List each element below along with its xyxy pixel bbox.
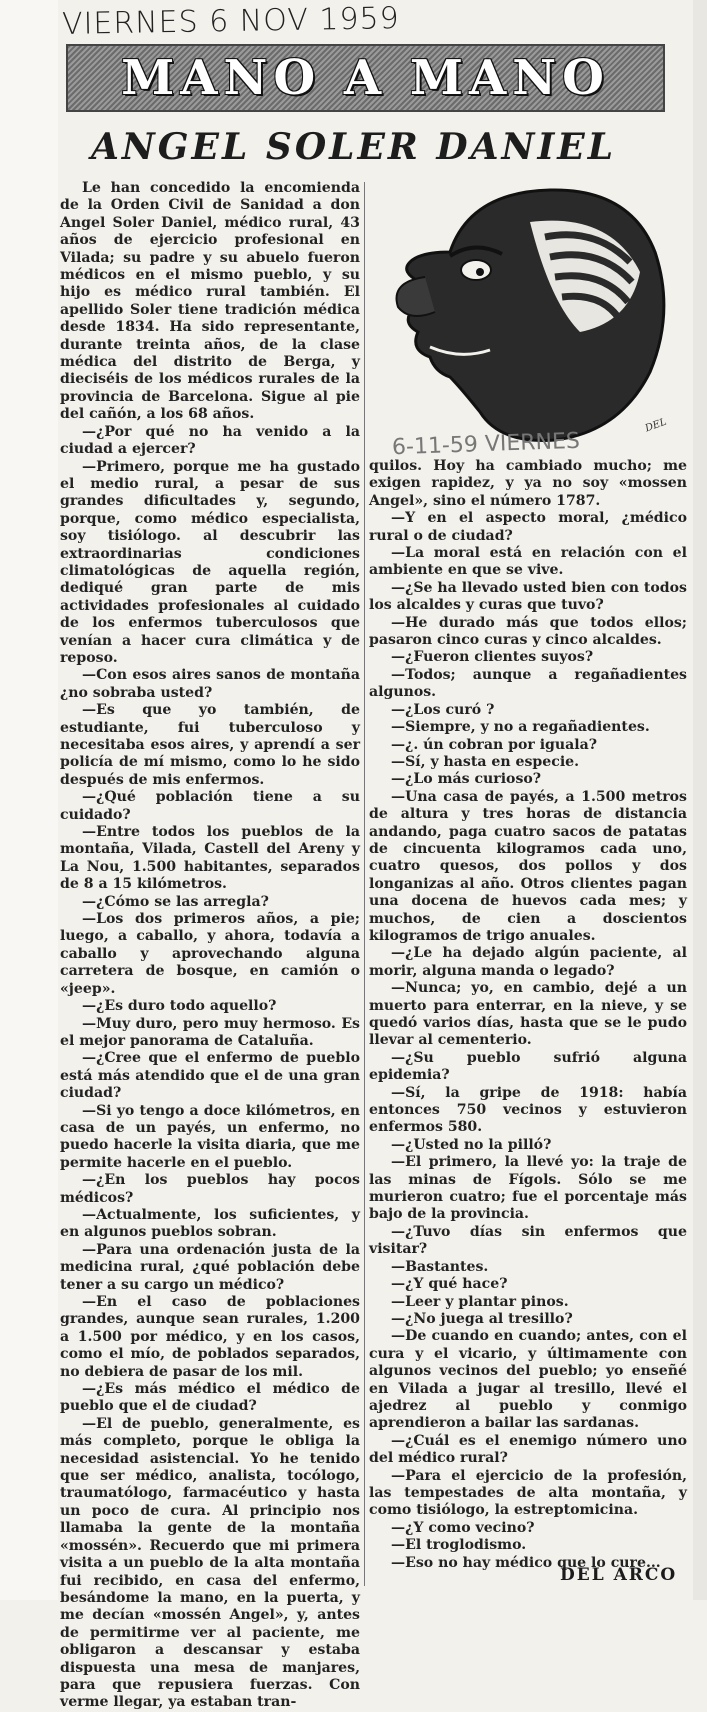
paragraph: quilos. Hoy ha cambiado mucho; me exigen rapidez, y ya no soy «mossen Angel», sino el número 1787. [369, 458, 687, 509]
section-title: MANO A MANO [121, 50, 610, 106]
paragraph: —¿Y como vecino? [391, 1519, 535, 1536]
paragraph: —Nunca; yo, en cambio, dejé a un muerto para enterrar, en la nieve, y se quedó varios días, hasta que se le pudo llevar al cementerio. [369, 980, 687, 1049]
caricature-portrait-icon [380, 182, 680, 452]
byline: DEL ARCO [560, 1565, 678, 1585]
paragraph: —¿Usted no la pilló? [391, 1136, 552, 1153]
handwritten-date: VIERNES 6 NOV 1959 [61, 1, 400, 42]
pen-note-date: 6-11-59 VIERNES [391, 428, 581, 461]
paragraph: —¿Es duro todo aquello? [82, 998, 277, 1015]
paragraph: —Es que yo también, de estudiante, fui tuberculoso y necesitaba esos aires, y aprendí a ser policía de mí mismo, como lo he sido después de mis enfermos. [60, 702, 360, 788]
paragraph: —Leer y plantar pinos. [391, 1293, 569, 1310]
paragraph: —¿Por qué no ha venido a la ciudad a ejercer? [60, 423, 360, 458]
paragraph: —¿Se ha llevado usted bien con todos los alcaldes y curas que tuvo? [369, 579, 687, 614]
paragraph: —El troglodismo. [391, 1537, 527, 1554]
paragraph: —Siempre, y no a regañadientes. [391, 719, 650, 736]
paragraph: —¿No juega al tresillo? [391, 1310, 573, 1327]
paragraph: —Sí, la gripe de 1918: había entonces 750 vecinos y estuvieron enfermos 580. [369, 1084, 687, 1136]
pupil [476, 268, 484, 276]
paragraph: —¿En los pueblos hay pocos médicos? [60, 1172, 360, 1206]
paragraph: —En el caso de poblaciones grandes, aunque sean rurales, 1.200 a 1.500 por médico, y en los casos, como el mío, de poblados separados, no debiera de pasar de los mil. [60, 1294, 360, 1380]
paragraph: —Entre todos los pueblos de la montaña, Vilada, Castell del Areny y La Nou, 1.500 habitantes, separados de 8 a 15 kilómetros. [60, 824, 360, 893]
paragraph: —¿. ún cobran por iguala? [391, 736, 598, 753]
paragraph: —Los dos primeros años, a pie; luego, a caballo, y ahora, todavía a caballo y aprovechando alguna carretera de bosque, en camión o «jeep». [60, 911, 360, 997]
paragraph: —Primero, porque me ha gustado el medio rural, a pesar de sus grandes dificultades y, segundo, porque, como médico especialista, soy tisiólogo. al descubrir las extraordinarias condiciones climatológicas de aquella región, dediqué gran parte de mis actividades profesionales al cuidado de los enfermos tuberculosos que venían a hacer cura climática y de reposo. [60, 458, 360, 666]
paragraph: —Y en el aspecto moral, ¿médico rural o de ciudad? [369, 510, 687, 544]
eye [461, 260, 491, 280]
article-column-right [369, 458, 687, 1571]
paragraph: —¿Lo más curioso? [391, 771, 542, 788]
paragraph: —He durado más que todos ellos; pasaron cinco curas y cinco alcaldes. [369, 614, 687, 649]
paragraph: —Muy duro, pero muy hermoso. Es el mejor panorama de Cataluña. [60, 1015, 360, 1049]
paragraph: —Para el ejercicio de la profesión, las tempestades de alta montaña, y como tisiólogo, la estreptomicina. [369, 1467, 687, 1519]
paragraph: —Actualmente, los suficientes, y en algunos pueblos sobran. [60, 1206, 360, 1241]
paragraph: —Eso no hay médico que lo cure... [391, 1554, 661, 1571]
paragraph: —Si yo tengo a doce kilómetros, en casa de un payés, un enfermo, no puedo hacerle la visita diaria, que me permite hacerle en el pueblo. [60, 1102, 360, 1171]
paragraph: —El primero, la llevé yo: la traje de las minas de Fígols. Sólo se me murieron cuatro; fue el porcentaje más bajo de la provincia. [369, 1154, 687, 1223]
column-divider [364, 182, 365, 1586]
paragraph: —¿Su pueblo sufrió alguna epidemia? [369, 1049, 687, 1084]
artist-mark: DEL [643, 416, 669, 435]
paragraph: —¿Qué población tiene a su cuidado? [60, 789, 360, 823]
section-masthead [66, 44, 665, 112]
paragraph: —¿Le ha dejado algún paciente, al morir, alguna manda o legado? [369, 945, 687, 979]
article-column-left [60, 180, 360, 1711]
paragraph: —¿Los curó ? [391, 701, 495, 718]
paragraph: —La moral está en relación con el ambiente en que se vive. [369, 545, 687, 579]
paragraph: —¿Cuál es el enemigo número uno del médico rural? [369, 1432, 687, 1467]
page-right-edge [693, 0, 707, 1600]
paragraph: —El de pueblo, generalmente, es más completo, porque le obliga la necesidad asistencial. Yo he tenido que ser médico, analista, tocólogo, traumatólogo, farmacéutico y hasta un poco de cura. Al principio nos llamaba la gente de la montaña «mossén». Recuerdo que mi primera visita a un pueblo de la alta montaña fui recibido, en casa del enfermo, besándome la mano, en la puerta, y me decían «mossén Angel», y, antes de permitirme ver al paciente, me obligaron a descansar y estaba dispuesta una mesa de manjares, para que repusiera fuerzas. Con verme llegar, ya estaban tran- [60, 1415, 360, 1711]
paragraph: —¿Es más médico el médico de pueblo que el de ciudad? [60, 1381, 360, 1415]
paragraph: —Una casa de payés, a 1.500 metros de altura y tres horas de distancia andando, paga cuatro sacos de patatas de cincuenta kilogramos cada uno, cuatro quesos, dos pollos y dos longanizas al año. Otros clientes pagan una docena de huevos cada mes; y muchos, de cien a doscientos kilogramos de trigo anuales. [369, 788, 687, 944]
paragraph: —¿Cree que el enfermo de pueblo está más atendido que el de una gran ciudad? [60, 1050, 360, 1102]
paragraph: —Para una ordenación justa de la medicina rural, ¿qué población debe tener a su cargo un médico? [60, 1241, 360, 1293]
paragraph: —Bastantes. [391, 1258, 489, 1275]
paragraph: —¿Tuvo días sin enfermos que visitar? [369, 1223, 687, 1258]
paragraph: —¿Fueron clientes suyos? [391, 649, 594, 666]
page-left-margin [0, 0, 58, 1600]
paragraph: —¿Cómo se las arregla? [82, 893, 269, 910]
interviewee-name: ANGEL SOLER DANIEL [90, 126, 617, 168]
paragraph: —Todos; aunque a regañadientes algunos. [369, 666, 687, 701]
paragraph: —Con esos aires sanos de montaña ¿no sobraba usted? [60, 667, 360, 701]
paragraph: Le han concedido la encomienda de la Orden Civil de Sanidad a don Angel Soler Daniel, médico rural, 43 años de ejercicio profesional en Vilada; su padre y su abuelo fueron médicos en el mismo pueblo, y su hijo es médico rural también. El apellido Soler tiene tradición médica desde 1834. Ha sido representante, durante treinta años, de la clase médica del distrito de Berga, y dieciséis de los médicos rurales de la provincia de Barcelona. Sigue al pie del cañón, a los 68 años. [60, 180, 360, 423]
paragraph: —De cuando en cuando; antes, con el cura y el vicario, y últimamente con algunos vecinos del pueblo; yo enseñé en Vilada a jugar al tresillo, llevé el ajedrez al pueblo y conmigo aprendieron a bailar las sardanas. [369, 1328, 687, 1432]
paragraph: —¿Y qué hace? [391, 1276, 508, 1293]
paragraph: —Sí, y hasta en especie. [391, 753, 580, 770]
